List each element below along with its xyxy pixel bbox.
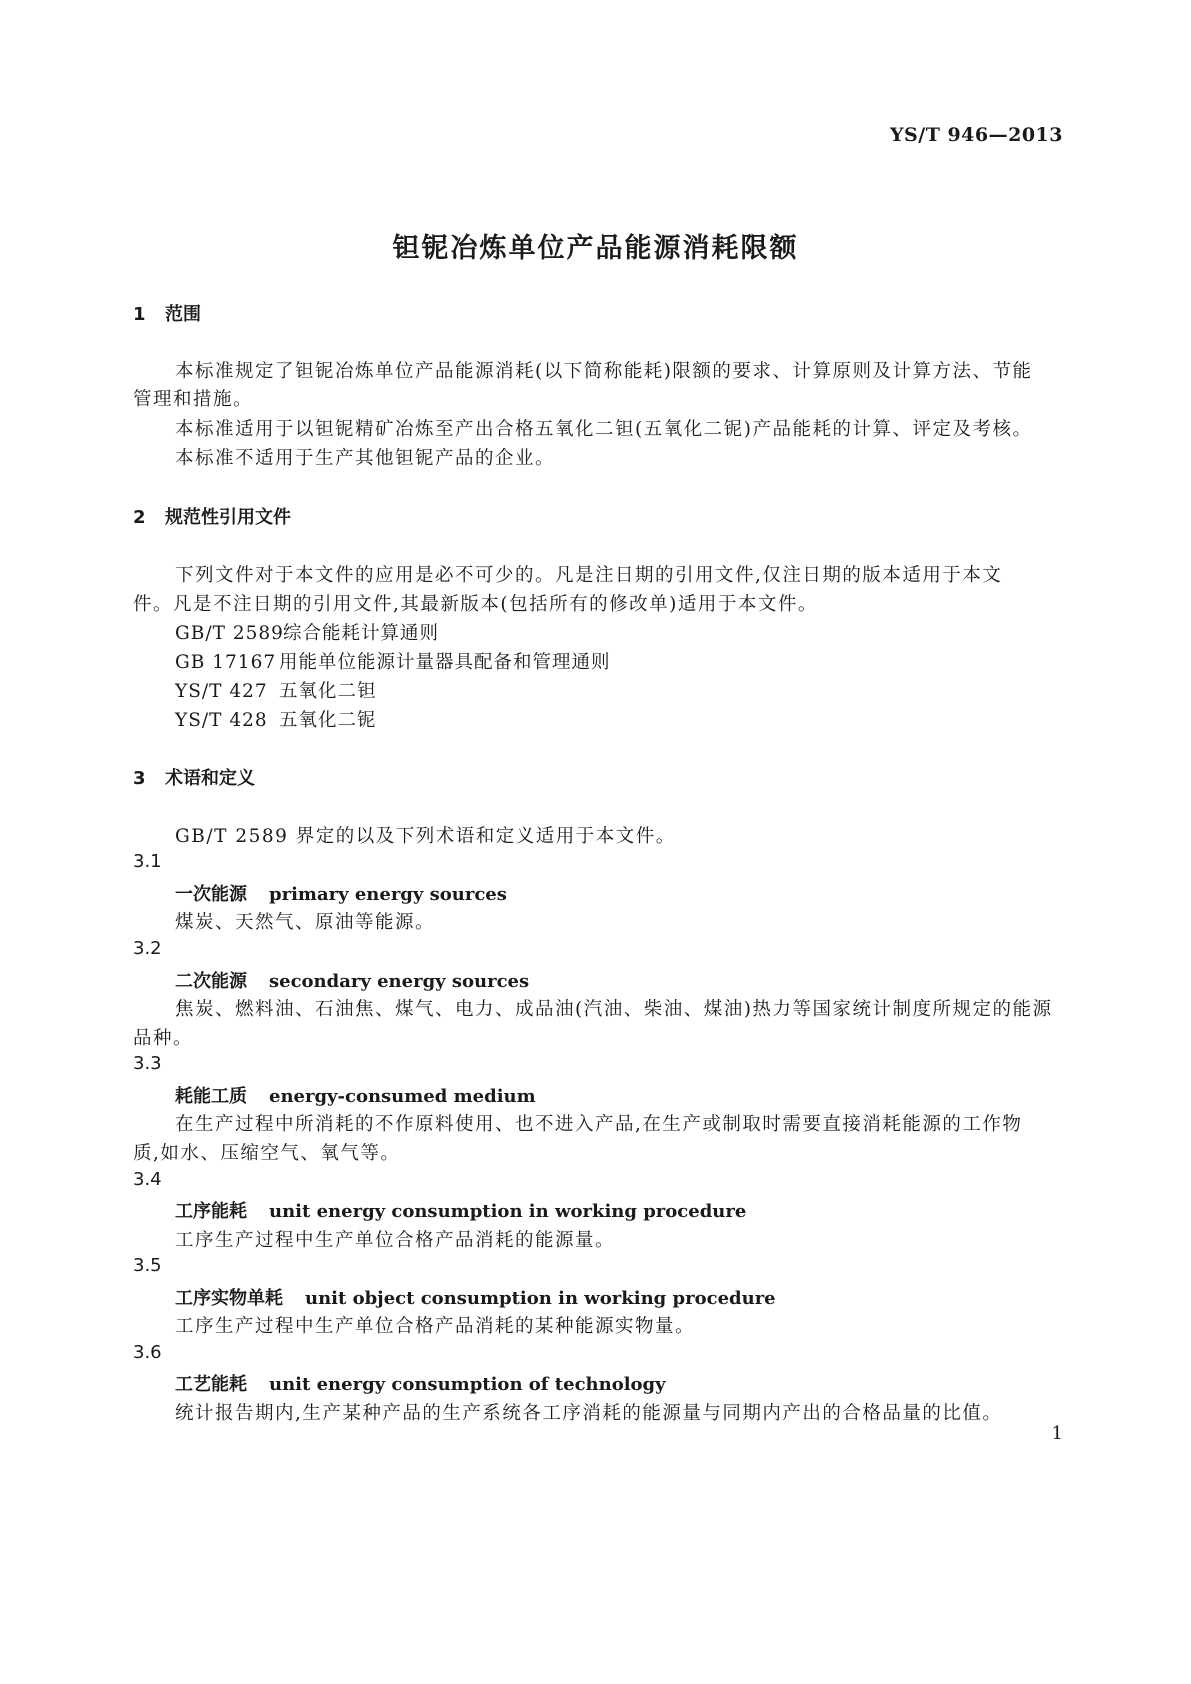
document-title: 钽铌冶炼单位产品能源消耗限额 bbox=[392, 233, 799, 264]
term-en: unit object consumption in working procedure bbox=[305, 1288, 776, 1309]
section-heading-2 bbox=[133, 503, 291, 529]
paragraph: 本标准适用于以钽铌精矿冶炼至产出合格五氧化二钽(五氧化二铌)产品能耗的计算、评定及考核。 bbox=[175, 419, 1033, 440]
term-zh: 耗能工质 bbox=[175, 1086, 247, 1107]
term-definition: 工序生产过程中生产单位合格产品消耗的能源量。 bbox=[175, 1230, 616, 1251]
term-zh: 工序能耗 bbox=[175, 1201, 247, 1222]
clause-number: 3.5 bbox=[133, 1255, 162, 1276]
term-en: unit energy consumption of technology bbox=[269, 1374, 666, 1395]
paragraph: GB/T 2589 界定的以及下列术语和定义适用于本文件。 bbox=[175, 826, 676, 847]
reference-code: GB/T 2589 bbox=[175, 623, 284, 644]
term-definition: 煤炭、天然气、原油等能源。 bbox=[175, 912, 436, 933]
term-definition: 统计报告期内,生产某种产品的生产系统各工序消耗的能源量与同期内产出的合格品量的比值。 bbox=[175, 1403, 1003, 1424]
section-heading-3 bbox=[133, 764, 255, 790]
reference-name: 用能单位能源计量器具配备和管理通则 bbox=[279, 652, 611, 673]
term-zh: 二次能源 bbox=[175, 971, 247, 992]
reference-name: 五氧化二钽 bbox=[279, 681, 377, 702]
reference-name: 综合能耗计算通则 bbox=[283, 623, 440, 644]
reference-code: GB 17167 bbox=[175, 652, 277, 673]
reference-item bbox=[175, 619, 439, 645]
term-zh: 一次能源 bbox=[175, 884, 247, 905]
reference-item bbox=[175, 677, 377, 703]
section-number: 2 bbox=[133, 507, 146, 528]
term-title bbox=[175, 967, 529, 993]
reference-item bbox=[175, 648, 611, 674]
term-en: energy-consumed medium bbox=[269, 1086, 536, 1107]
paragraph: 件。凡是不注日期的引用文件,其最新版本(包括所有的修改单)适用于本文件。 bbox=[133, 594, 818, 615]
paragraph: 下列文件对于本文件的应用是必不可少的。凡是注日期的引用文件,仅注日期的版本适用于本文 bbox=[175, 565, 1003, 586]
term-title bbox=[175, 1082, 536, 1108]
clause-number: 3.4 bbox=[133, 1169, 162, 1190]
reference-code: YS/T 428 bbox=[175, 710, 268, 731]
paragraph: 本标准规定了钽铌冶炼单位产品能源消耗(以下简称能耗)限额的要求、计算原则及计算方法、节能 bbox=[175, 361, 1033, 382]
term-definition: 焦炭、燃料油、石油焦、煤气、电力、成品油(汽油、柴油、煤油)热力等国家统计制度所规定的能源 bbox=[175, 999, 1053, 1020]
reference-code: YS/T 427 bbox=[175, 681, 268, 702]
term-title bbox=[175, 880, 507, 906]
clause-number: 3.1 bbox=[133, 851, 162, 872]
section-title: 范围 bbox=[165, 304, 201, 325]
page-number: 1 bbox=[1051, 1423, 1063, 1444]
section-title: 规范性引用文件 bbox=[165, 507, 291, 528]
term-title bbox=[175, 1284, 776, 1310]
term-title bbox=[175, 1197, 746, 1223]
term-definition: 在生产过程中所消耗的不作原料使用、也不进入产品,在生产或制取时需要直接消耗能源的工作物 bbox=[175, 1114, 1023, 1135]
paragraph: 本标准不适用于生产其他钽铌产品的企业。 bbox=[175, 448, 556, 469]
reference-name: 五氧化二铌 bbox=[279, 710, 377, 731]
clause-number: 3.2 bbox=[133, 938, 162, 959]
paragraph: 管理和措施。 bbox=[133, 389, 254, 410]
term-en: secondary energy sources bbox=[269, 971, 530, 992]
term-definition: 工序生产过程中生产单位合格产品消耗的某种能源实物量。 bbox=[175, 1316, 696, 1337]
section-heading-1 bbox=[133, 300, 201, 326]
section-title: 术语和定义 bbox=[165, 768, 255, 789]
clause-number: 3.6 bbox=[133, 1342, 162, 1363]
term-zh: 工艺能耗 bbox=[175, 1374, 247, 1395]
term-title bbox=[175, 1370, 666, 1396]
term-definition: 质,如水、压缩空气、氧气等。 bbox=[133, 1143, 401, 1164]
term-definition: 品种。 bbox=[133, 1028, 194, 1049]
term-en: unit energy consumption in working procedure bbox=[269, 1201, 747, 1222]
term-en: primary energy sources bbox=[269, 884, 507, 905]
reference-item bbox=[175, 706, 377, 732]
clause-number: 3.3 bbox=[133, 1053, 162, 1074]
section-number: 1 bbox=[133, 304, 146, 325]
standard-code: YS/T 946—2013 bbox=[889, 124, 1063, 146]
section-number: 3 bbox=[133, 768, 146, 789]
term-zh: 工序实物单耗 bbox=[175, 1288, 283, 1309]
